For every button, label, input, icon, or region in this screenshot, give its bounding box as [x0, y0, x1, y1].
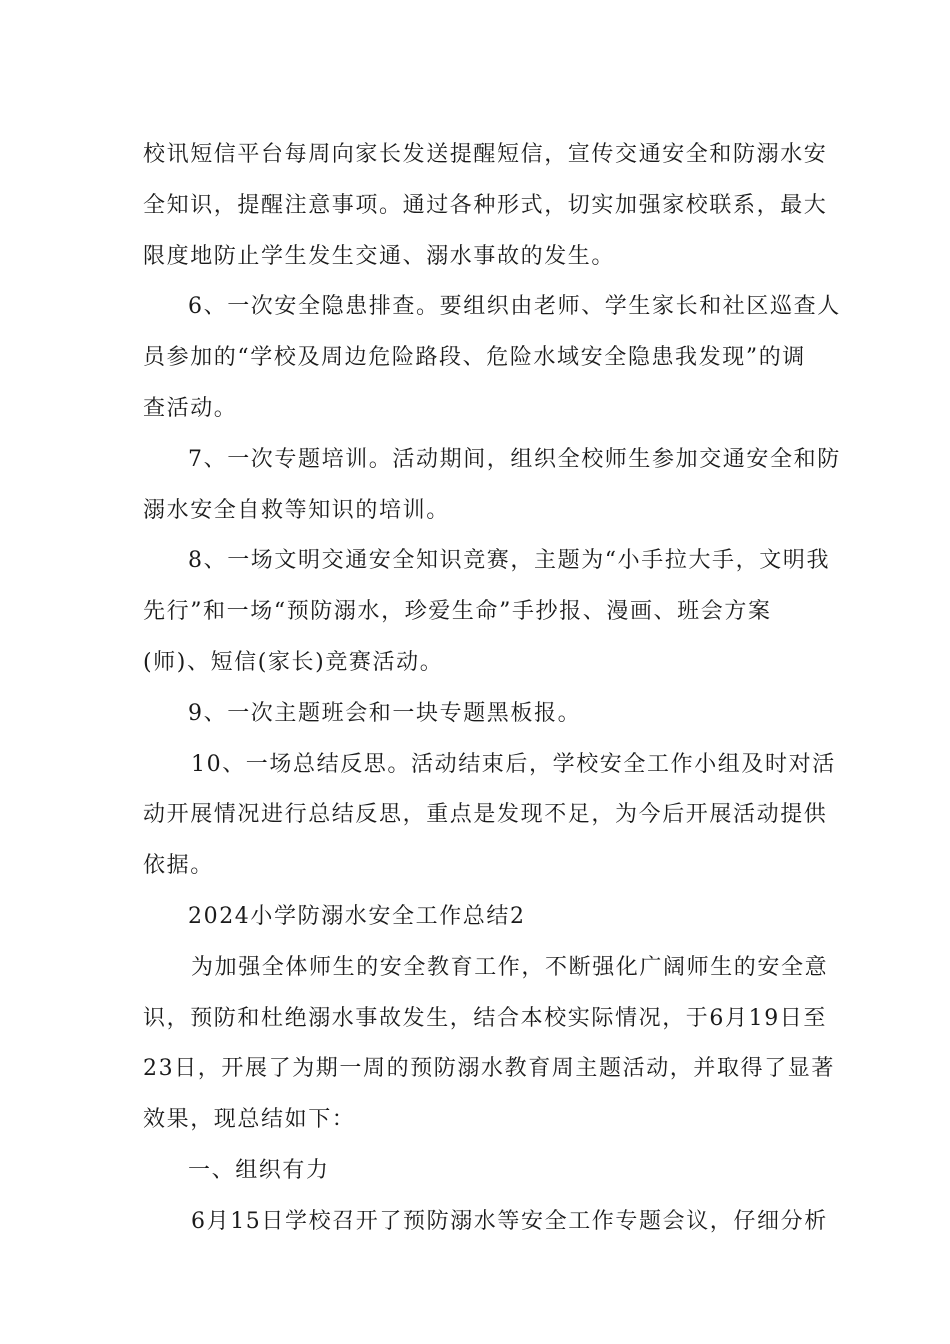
text-line: 识，预防和杜绝溺水事故发生，结合本校实际情况，于6月19日至 — [143, 1005, 827, 1031]
section-title — [143, 892, 809, 943]
text-line: 9、一次主题班会和一块专题黑板报。 — [188, 700, 582, 726]
paragraph-item-8 — [143, 536, 831, 688]
paragraph-item-10 — [143, 740, 836, 892]
section-title-text: 2024小学防溺水安全工作总结2 — [188, 903, 526, 929]
text-line: 查活动。 — [143, 395, 238, 421]
text-line: 全知识，提醒注意事项。通过各种形式，切实加强家校联系，最大 — [143, 192, 828, 218]
text-line: 溺水安全自救等知识的培训。 — [143, 497, 450, 523]
text-line: 8、一场文明交通安全知识竞赛，主题为“小手拉大手，文明我 — [188, 548, 831, 574]
text-line: 限度地防止学生发生交通、溺水事故的发生。 — [143, 243, 616, 269]
text-line: 7、一次专题培训。活动期间，组织全校师生参加交通安全和防 — [188, 446, 841, 472]
text-line: 6月15日学校召开了预防溺水等安全工作专题会议，仔细分析 — [191, 1208, 828, 1234]
text-line: 校讯短信平台每周向家长发送提醒短信，宣传交通安全和防溺水安 — [143, 142, 828, 167]
paragraph-intro — [143, 943, 835, 1146]
text-line: 23日，开展了为期一周的预防溺水教育周主题活动，并取得了显著 — [143, 1056, 835, 1082]
heading-organization — [143, 1146, 809, 1197]
paragraph-continuation — [143, 130, 828, 282]
text-line: 动开展情况进行总结反思，重点是发现不足，为今后开展活动提供 — [143, 802, 828, 828]
text-line: (师)、短信(家长)竞赛活动。 — [143, 649, 444, 675]
text-line: 效果，现总结如下： — [143, 1107, 356, 1133]
document-body — [143, 130, 841, 1248]
paragraph-meeting — [143, 1197, 828, 1248]
text-line: 员参加的“学校及周边危险路段、危险水域安全隐患我发现”的调 — [143, 345, 806, 371]
paragraph-item-9 — [143, 689, 809, 740]
heading-text: 一、组织有力 — [188, 1157, 330, 1183]
text-line: 10、一场总结反思。活动结束后，学校安全工作小组及时对活 — [191, 751, 836, 777]
text-line: 6、一次安全隐患排查。要组织由老师、学生家长和社区巡查人 — [188, 294, 841, 320]
text-line: 依据。 — [143, 853, 214, 879]
paragraph-item-6 — [143, 282, 841, 434]
text-line: 先行”和一场“预防溺水，珍爱生命”手抄报、漫画、班会方案 — [143, 599, 772, 625]
text-line: 为加强全体师生的安全教育工作，不断强化广阔师生的安全意 — [191, 954, 829, 980]
paragraph-item-7 — [143, 435, 841, 537]
